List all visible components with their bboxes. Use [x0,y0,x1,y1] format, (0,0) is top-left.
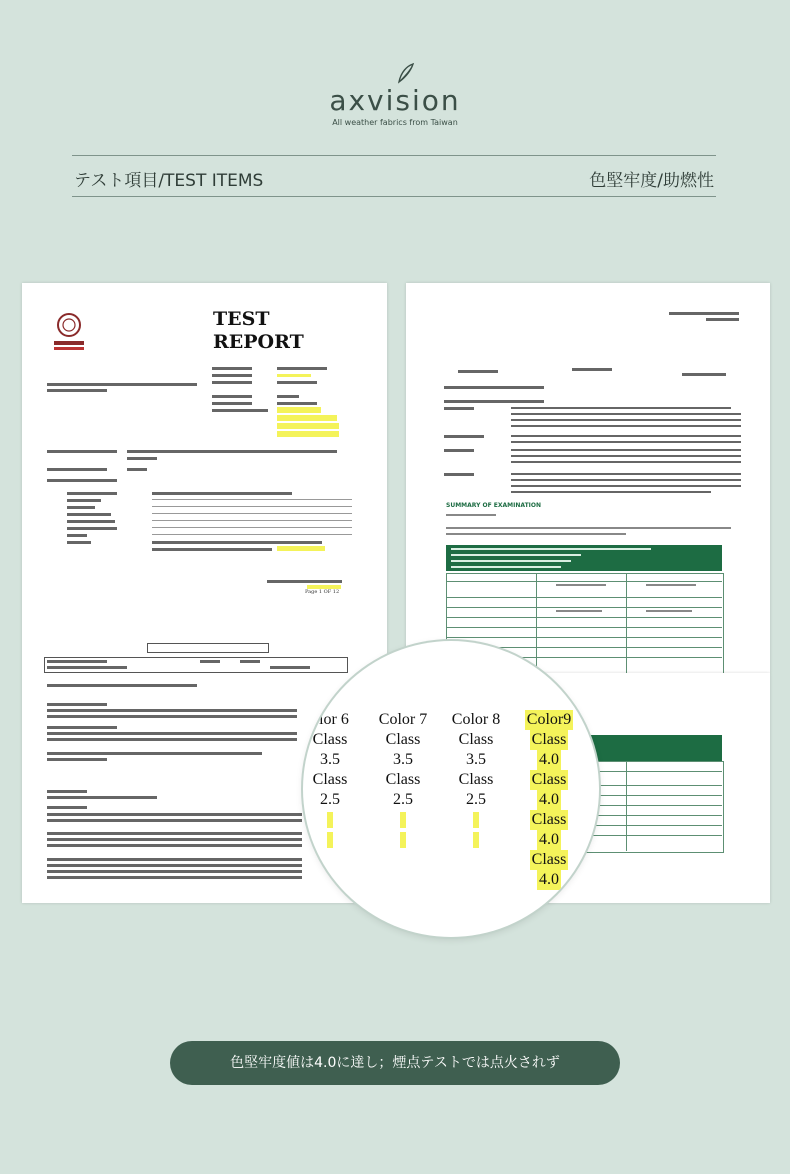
rating-cell: Class [458,771,494,788]
rating-cell: Class [531,811,567,828]
rating-cell: Class [531,851,567,868]
rating-cell: Class [458,731,494,748]
rating-cell: Class [312,731,348,748]
rating-cell: 2.5 [466,791,486,808]
rating-cell: 4.0 [539,831,559,848]
rating-cell [303,830,365,850]
rating-cell: Class [385,731,421,748]
rating-cell: 3.5 [320,751,340,768]
color-label: Color 8 [451,711,501,728]
rating-cell: Class [531,771,567,788]
leaf-icon [395,62,417,84]
magnifier-column-1 [303,710,365,850]
rating-cell [368,830,438,850]
magnifier-column-3 [441,710,511,850]
rating-cell: 3.5 [393,751,413,768]
rating-cell [441,810,511,830]
rating-cell: 2.5 [320,791,340,808]
summary-box [147,643,269,653]
section-subtitle: 色堅牢度/助燃性 [589,171,714,191]
rating-cell: Class [531,731,567,748]
result-summary-pill: 色堅牢度値は4.0に達し；煙点テストでは点火されず [170,1041,620,1085]
summary-page [406,283,770,673]
rating-cell: Class [312,771,348,788]
certification-seal-icon [52,311,86,353]
brand-name: axvision [329,84,461,117]
color-label: olor 6 [311,711,349,728]
header-rule-bottom [72,196,716,197]
rating-cell: Class [385,771,421,788]
rating-cell [368,810,438,830]
rating-cell [441,830,511,850]
magnifier-column-4 [514,710,584,890]
header-rule-top [72,155,716,156]
magnifier-lens [303,641,599,937]
color-label: Color 7 [378,711,428,728]
report-title-line1: TEST [213,308,270,330]
section-title: テスト項目/TEST ITEMS [74,171,264,191]
rating-cell: 4.0 [539,791,559,808]
color-label: Color9 [526,711,572,728]
rating-cell: 3.5 [466,751,486,768]
brand-tagline: All weather fabrics from Taiwan [332,118,458,127]
rating-cell: 4.0 [539,871,559,888]
report-title-line2: REPORT [213,331,304,353]
rating-cell: 2.5 [393,791,413,808]
rating-cell [303,810,365,830]
summary-title: SUMMARY OF EXAMINATION [446,502,542,509]
magnifier-column-2 [368,710,438,850]
report-page-label: Page 1 OF 12 [305,589,340,595]
rating-cell: 4.0 [539,751,559,768]
